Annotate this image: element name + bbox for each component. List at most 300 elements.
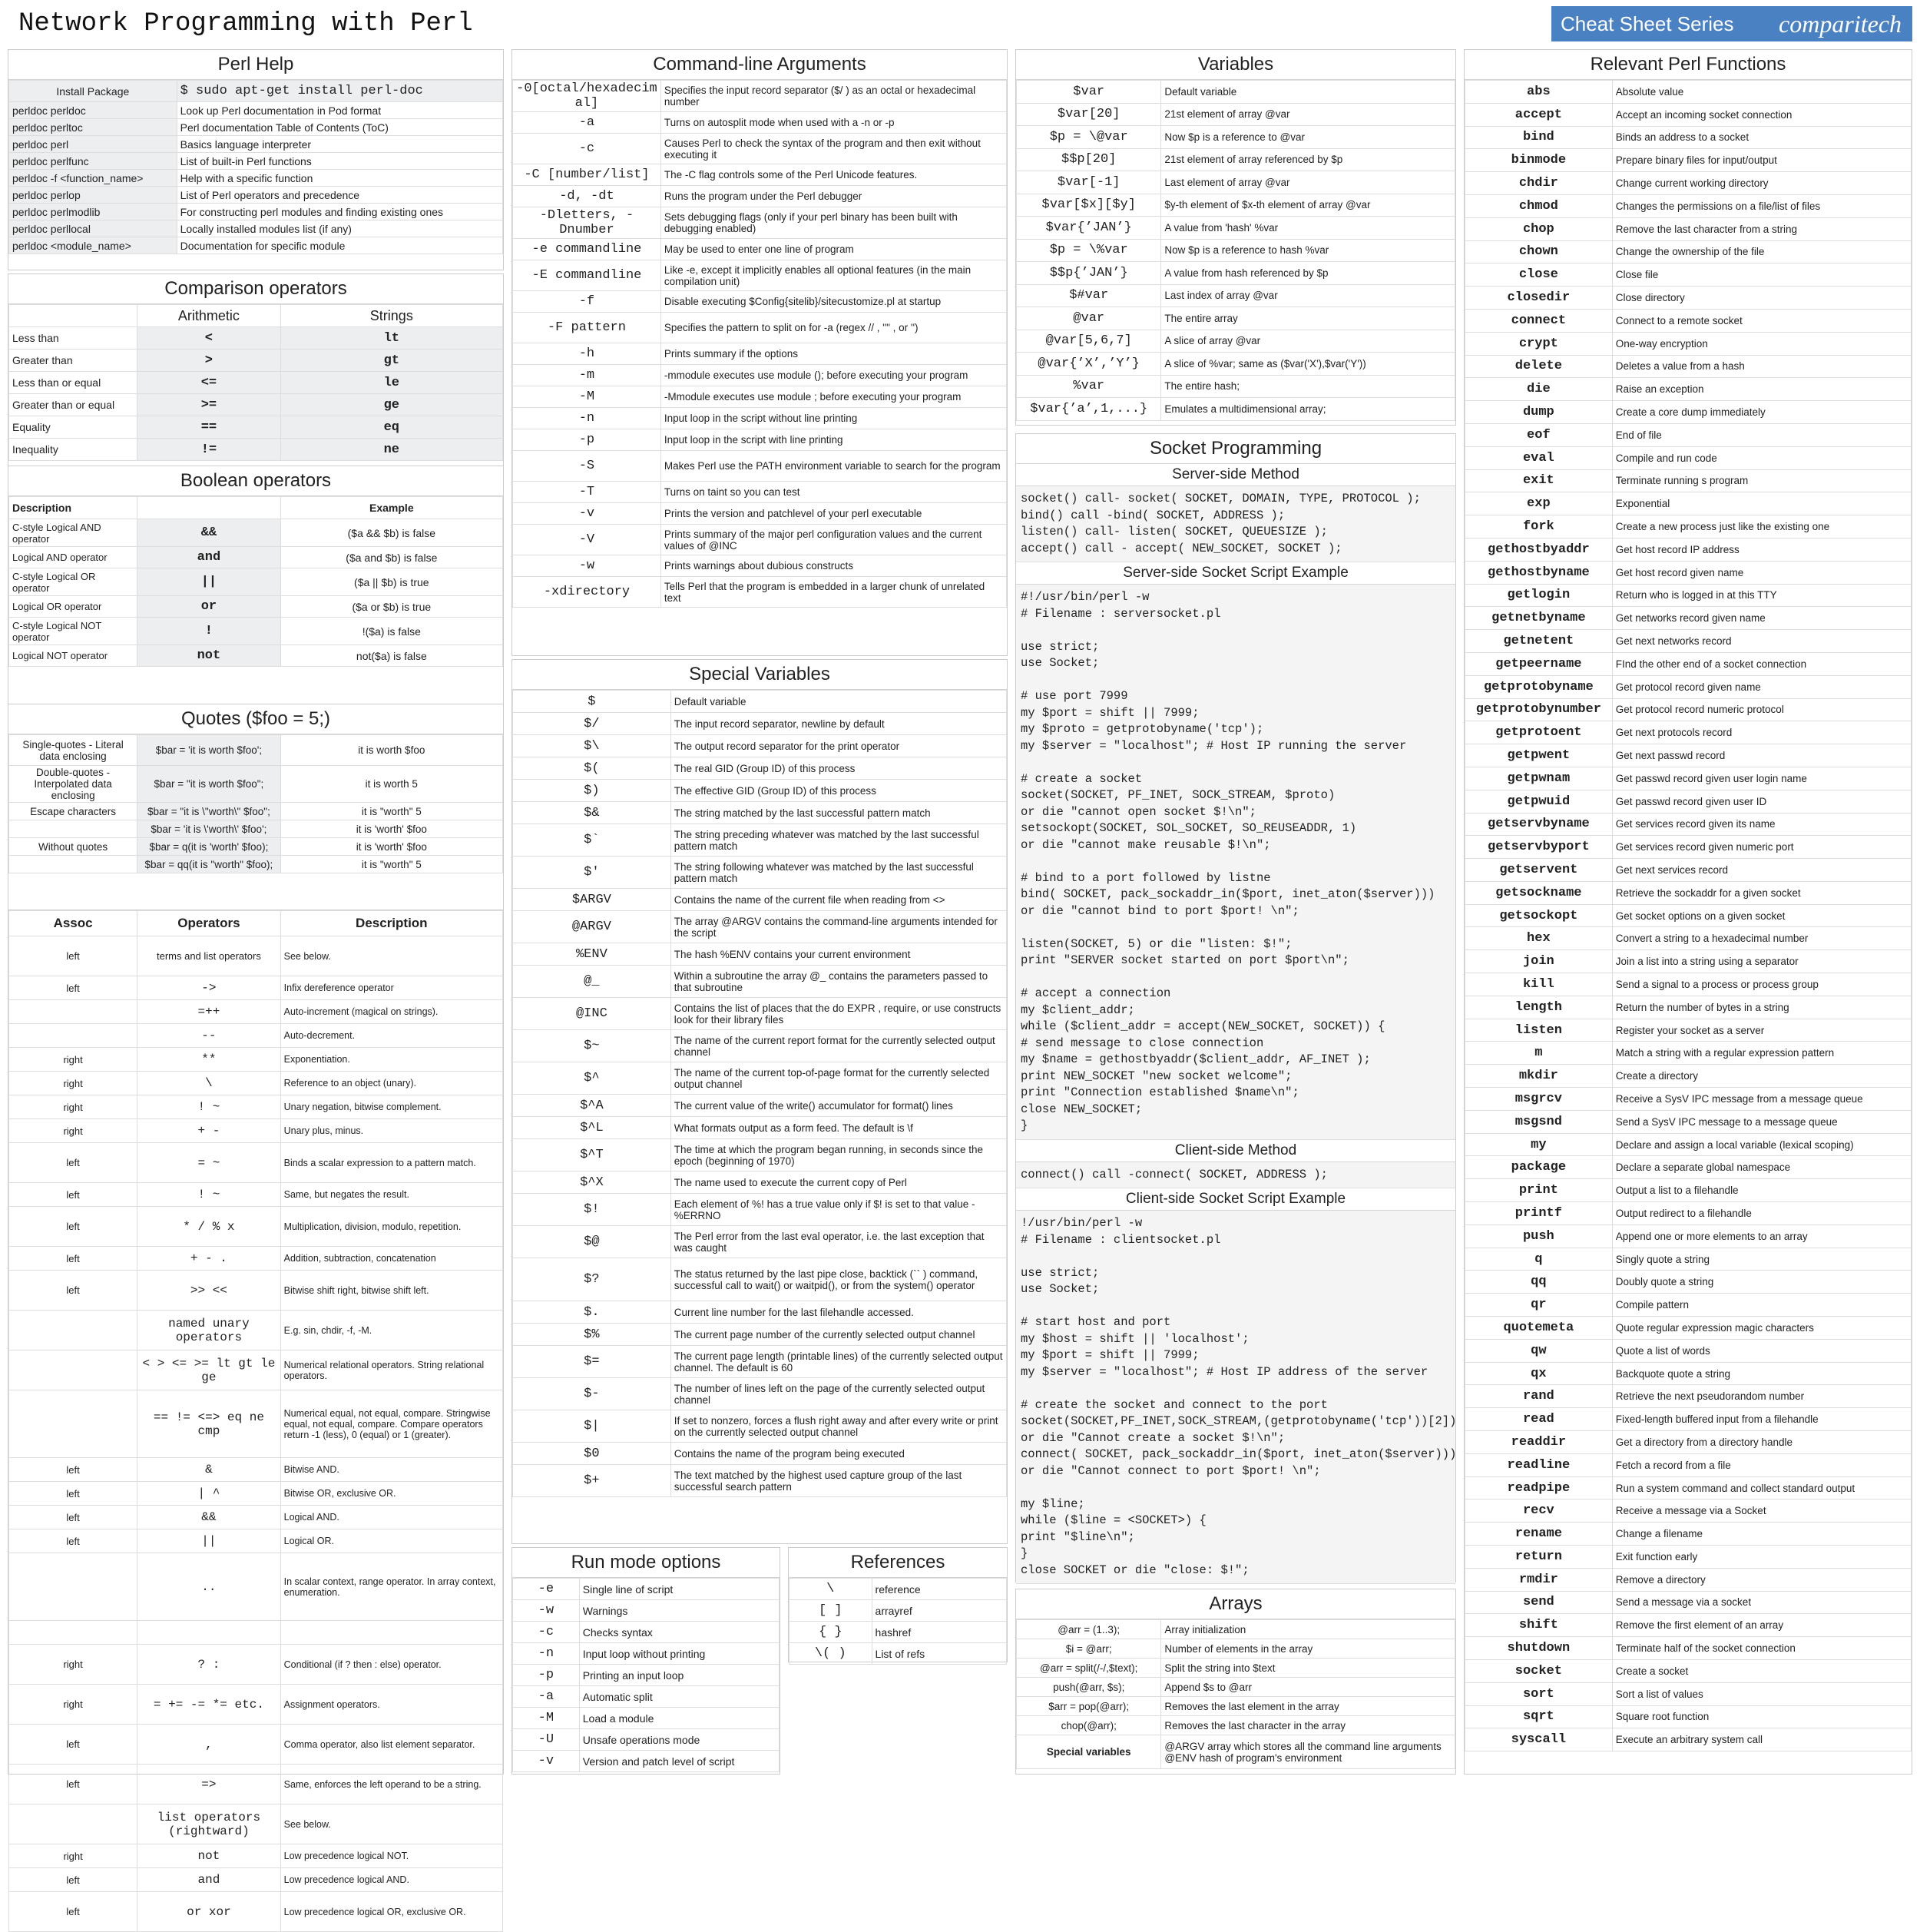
precedence-cell-0: right [9, 1119, 137, 1143]
functions-cell-1: Get next protocols record [1612, 721, 1911, 744]
comparison-cell-0: Greater than or equal [9, 394, 137, 416]
quotes-cell-0: Double-quotes - Interpolated data enclosing [9, 766, 137, 803]
arrays-row [1017, 1620, 1455, 1639]
special-variables-row [513, 1410, 1007, 1443]
functions-row [1465, 561, 1912, 584]
comparison-row [9, 327, 503, 350]
boolean-row [9, 519, 503, 547]
precedence-row [9, 1482, 503, 1506]
variables-cell-0: $var{’a’,1,...} [1017, 398, 1161, 421]
functions-row [1465, 1476, 1912, 1500]
precedence-cell-2: Same, but negates the result. [280, 1183, 502, 1207]
functions-row [1465, 217, 1912, 240]
functions-cell-1: Create a directory [1612, 1065, 1911, 1088]
precedence-row [9, 1868, 503, 1892]
cmdline-cell-1: Tells Perl that the program is embedded in a larger chunk of unrelated text [660, 577, 1006, 608]
boolean-row [9, 618, 503, 645]
variables-cell-1: Default variable [1161, 81, 1455, 104]
cmdline-row [513, 260, 1007, 291]
references-row [790, 1579, 1007, 1600]
functions-row [1465, 240, 1912, 263]
functions-cell-1: Square root function [1612, 1705, 1911, 1728]
functions-cell-1: Fixed-length buffered input from a filehandle [1612, 1408, 1911, 1431]
boolean-cell-1: or [137, 596, 280, 618]
precedence-row [9, 1048, 503, 1072]
cmdline-row [513, 429, 1007, 451]
variables-cell-1: Now $p is a reference to @var [1161, 126, 1455, 149]
cmdline-cell-0: -F pattern [513, 313, 661, 343]
special-variables-cell-0: $^X [513, 1171, 671, 1194]
functions-cell-0: q [1465, 1248, 1613, 1271]
special-variables-row [513, 1171, 1007, 1194]
functions-cell-0: readdir [1465, 1431, 1613, 1454]
runmode-cell-1: Automatic split [579, 1686, 779, 1708]
cmdline-cell-1: Sets debugging flags (only if your perl binary has been built with debugging enabled) [660, 207, 1006, 239]
special-variables-cell-0: $( [513, 757, 671, 780]
cmdline-cell-1: Prints warnings about dubious constructs [660, 555, 1006, 577]
boolean-cell-1: not [137, 645, 280, 667]
variables-cell-1: Emulates a multidimensional array; [1161, 398, 1455, 421]
functions-row [1465, 630, 1912, 653]
functions-cell-1: Change the ownership of the file [1612, 240, 1911, 263]
brand-banner [1551, 6, 1912, 41]
special-variables-cell-1: Each element of %! has a true value only if $! is set to that value - %ERRNO [670, 1194, 1006, 1226]
precedence-row [9, 1804, 503, 1844]
special-variables-cell-1: The current page number of the currently selected output channel [670, 1324, 1006, 1346]
comparison-header-0 [9, 305, 137, 327]
functions-row [1465, 584, 1912, 607]
special-variables-panel [511, 659, 1008, 1544]
functions-row [1465, 1385, 1912, 1408]
precedence-cell-1: | ^ [137, 1482, 280, 1506]
cmdline-cell-0: -T [513, 482, 661, 503]
arrays-cell-0: $arr = pop(@arr); [1017, 1697, 1161, 1716]
special-variables-cell-0: $. [513, 1301, 671, 1324]
variables-cell-1: 21st element of array referenced by $p [1161, 148, 1455, 171]
special-variables-row [513, 1139, 1007, 1171]
functions-cell-0: msgsnd [1465, 1110, 1613, 1133]
quotes-cell-1: $bar = qq(it is "worth" $foo); [137, 856, 280, 873]
comparison-cell-1: != [137, 439, 280, 461]
boolean-cell-2: not($a) is false [280, 645, 502, 667]
comparison-row [9, 350, 503, 372]
precedence-cell-1: + - [137, 1119, 280, 1143]
special-variables-cell-0: $\ [513, 735, 671, 757]
precedence-cell-0: left [9, 1183, 137, 1207]
runmode-row [513, 1600, 780, 1622]
cmdline-cell-1: -mmodule executes use module (); before executing your program [660, 365, 1006, 386]
special-variables-cell-0: $ [513, 691, 671, 713]
perl-help-row [9, 153, 503, 170]
functions-cell-0: gethostbyaddr [1465, 538, 1613, 561]
functions-row [1465, 1224, 1912, 1248]
arrays-cell-0: Special variables [1017, 1735, 1161, 1769]
references-cell-0: \ [790, 1579, 872, 1600]
precedence-header-1: Operators [137, 911, 280, 936]
variables-row [1017, 103, 1455, 126]
variables-row [1017, 239, 1455, 262]
perl-help-cell-1: List of Perl operators and precedence [177, 187, 502, 204]
perl-help-cell-0: perldoc perldoc [9, 102, 177, 119]
quotes-cell-2: it is worth $foo [280, 735, 502, 766]
precedence-header-row [9, 911, 503, 936]
special-variables-cell-0: $? [513, 1258, 671, 1301]
functions-row [1465, 1546, 1912, 1569]
special-variables-cell-0: $^L [513, 1117, 671, 1139]
precedence-cell-0: left [9, 1271, 137, 1311]
perl-help-row [9, 170, 503, 187]
references-title: References [789, 1548, 1007, 1578]
precedence-cell-1: && [137, 1506, 280, 1529]
functions-cell-1: Close file [1612, 263, 1911, 287]
brand-logo: comparitech [1779, 10, 1902, 38]
special-variables-cell-0: $+ [513, 1465, 671, 1497]
comparison-table [8, 304, 503, 461]
precedence-cell-2: E.g. sin, chdir, -f, -M. [280, 1311, 502, 1350]
boolean-table [8, 496, 503, 667]
arrays-row [1017, 1639, 1455, 1659]
functions-cell-1: Get services record given numeric port [1612, 836, 1911, 859]
cmdline-row [513, 482, 1007, 503]
functions-cell-0: getpwnam [1465, 767, 1613, 790]
cmdline-cell-1: Input loop in the script without line printing [660, 408, 1006, 429]
special-variables-cell-1: The name of the current top-of-page format for the currently selected output channel [670, 1062, 1006, 1095]
arrays-cell-1: Removes the last element in the array [1161, 1697, 1455, 1716]
perl-help-cell-1: Locally installed modules list (if any) [177, 220, 502, 237]
precedence-cell-0: left [9, 1892, 137, 1932]
functions-cell-1: Change current working directory [1612, 172, 1911, 195]
special-variables-cell-0: $- [513, 1378, 671, 1410]
runmode-cell-1: Input loop without printing [579, 1643, 779, 1665]
functions-row [1465, 149, 1912, 172]
cmdline-table [512, 80, 1007, 608]
arrays-cell-0: chop(@arr); [1017, 1716, 1161, 1735]
functions-row [1465, 1591, 1912, 1614]
series-label: Cheat Sheet Series [1561, 12, 1734, 35]
runmode-cell-0: -U [513, 1729, 580, 1751]
functions-cell-1: Remove the last character from a string [1612, 217, 1911, 240]
special-variables-cell-0: @INC [513, 998, 671, 1030]
special-variables-cell-1: The number of lines left on the page of the currently selected output channel [670, 1378, 1006, 1410]
boolean-header-row [9, 497, 503, 519]
runmode-cell-1: Unsafe operations mode [579, 1729, 779, 1751]
quotes-cell-1: $bar = 'it is \'worth\' $foo'; [137, 820, 280, 838]
runmode-row [513, 1686, 780, 1708]
quotes-panel [8, 704, 504, 911]
functions-cell-1: Exit function early [1612, 1546, 1911, 1569]
arrays-table [1016, 1619, 1455, 1769]
special-variables-cell-1: The current value of the write() accumulator for format() lines [670, 1095, 1006, 1117]
special-variables-row [513, 1346, 1007, 1378]
cmdline-cell-1: Specifies the pattern to split on for -a (regex // , "" , or '') [660, 313, 1006, 343]
cmdline-row [513, 555, 1007, 577]
variables-row [1017, 171, 1455, 194]
special-variables-cell-0: $ARGV [513, 889, 671, 911]
functions-cell-1: End of file [1612, 423, 1911, 446]
variables-row [1017, 126, 1455, 149]
boolean-cell-2: !($a) is false [280, 618, 502, 645]
variables-row [1017, 398, 1455, 421]
cmdline-cell-0: -p [513, 429, 661, 451]
special-variables-row [513, 691, 1007, 713]
variables-cell-1: Last index of array @var [1161, 284, 1455, 307]
functions-cell-1: Register your socket as a server [1612, 1019, 1911, 1042]
functions-cell-0: accept [1465, 103, 1613, 126]
precedence-cell-0: left [9, 1868, 137, 1892]
boolean-cell-1: ! [137, 618, 280, 645]
runmode-panel [511, 1547, 780, 1775]
precedence-cell-2: See below. [280, 1804, 502, 1844]
arrays-cell-0: @arr = split(/-/,$text); [1017, 1659, 1161, 1678]
special-variables-cell-1: The string following whatever was matched by the last successful pattern match [670, 857, 1006, 889]
quotes-row [9, 856, 503, 873]
quotes-cell-0: Without quotes [9, 838, 137, 856]
quotes-cell-0: Single-quotes - Literal data enclosing [9, 735, 137, 766]
comparison-cell-0: Less than or equal [9, 372, 137, 394]
cmdline-cell-0: -n [513, 408, 661, 429]
special-variables-cell-0: $~ [513, 1030, 671, 1062]
functions-cell-0: gethostbyname [1465, 561, 1613, 584]
functions-cell-0: connect [1465, 309, 1613, 332]
comparison-cell-1: <= [137, 372, 280, 394]
cmdline-cell-0: -h [513, 343, 661, 365]
variables-cell-0: $var[$x][$y] [1017, 194, 1161, 217]
perl-help-cell-1: Documentation for specific module [177, 237, 502, 254]
functions-cell-1: Binds an address to a socket [1612, 126, 1911, 149]
cmdline-row [513, 365, 1007, 386]
functions-row [1465, 263, 1912, 287]
variables-cell-1: The entire array [1161, 307, 1455, 330]
quotes-title: Quotes ($foo = 5;) [8, 704, 503, 734]
special-variables-row [513, 889, 1007, 911]
functions-cell-1: Send a signal to a process or process group [1612, 973, 1911, 996]
functions-panel [1464, 49, 1912, 1775]
cmdline-row [513, 112, 1007, 134]
cmdline-cell-1: Like -e, except it implicitly enables all optional features (in the main compilation unit) [660, 260, 1006, 291]
precedence-cell-1: or xor [137, 1892, 280, 1932]
functions-cell-0: socket [1465, 1659, 1613, 1682]
precedence-cell-2: Unary plus, minus. [280, 1119, 502, 1143]
functions-cell-1: Create a new process just like the existing one [1612, 515, 1911, 539]
cmdline-cell-1: The -C flag controls some of the Perl Unicode features. [660, 164, 1006, 186]
server-method-title: Server-side Method [1016, 464, 1455, 486]
functions-cell-0: getservbyport [1465, 836, 1613, 859]
perl-help-cell-0: Install Package [9, 81, 177, 102]
comparison-cell-2: ge [280, 394, 502, 416]
arrays-panel [1015, 1589, 1456, 1775]
quotes-cell-0: Escape characters [9, 803, 137, 820]
precedence-cell-2: Low precedence logical NOT. [280, 1844, 502, 1868]
references-panel [788, 1547, 1008, 1662]
functions-title: Relevant Perl Functions [1465, 50, 1912, 80]
perl-help-cell-0: perldoc <module_name> [9, 237, 177, 254]
precedence-cell-2: Logical AND. [280, 1506, 502, 1529]
variables-cell-1: $y-th element of $x-th element of array @var [1161, 194, 1455, 217]
arrays-row [1017, 1735, 1455, 1769]
special-variables-row [513, 780, 1007, 802]
perl-help-cell-1: Basics language interpreter [177, 136, 502, 153]
functions-cell-1: Connect to a remote socket [1612, 309, 1911, 332]
cmdline-cell-0: -e commandline [513, 239, 661, 260]
variables-row [1017, 81, 1455, 104]
perl-help-row [9, 204, 503, 220]
precedence-row [9, 1183, 503, 1207]
comparison-cell-2: eq [280, 416, 502, 439]
comparison-cell-0: Greater than [9, 350, 137, 372]
functions-cell-0: push [1465, 1224, 1613, 1248]
functions-cell-0: die [1465, 378, 1613, 401]
functions-cell-1: Send a SysV IPC message to a message queue [1612, 1110, 1911, 1133]
variables-cell-1: Now $p is a reference to hash %var [1161, 239, 1455, 262]
cmdline-cell-1: Specifies the input record separator ($/ ) as an octal or hexadecimal number [660, 81, 1006, 112]
cmdline-cell-1: -Mmodule executes use module ; before executing your program [660, 386, 1006, 408]
boolean-header-2: Example [280, 497, 502, 519]
precedence-cell-1: .. [137, 1553, 280, 1621]
cmdline-cell-1: Turns on autosplit mode when used with a -n or -p [660, 112, 1006, 134]
references-cell-1: hashref [872, 1622, 1006, 1643]
precedence-row [9, 1458, 503, 1482]
precedence-cell-1: not [137, 1844, 280, 1868]
references-cell-0: \( ) [790, 1643, 872, 1665]
perl-help-row [9, 237, 503, 254]
client-method-title: Client-side Method [1016, 1140, 1455, 1162]
special-variables-cell-1: The time at which the program began running, in seconds since the epoch (beginning of 1970) [670, 1139, 1006, 1171]
boolean-cell-2: ($a and $b) is false [280, 547, 502, 568]
functions-cell-1: Get passwd record given user ID [1612, 790, 1911, 813]
functions-cell-0: mkdir [1465, 1065, 1613, 1088]
special-variables-cell-0: @ARGV [513, 911, 671, 943]
functions-cell-0: getsockname [1465, 881, 1613, 904]
precedence-cell-0 [9, 1024, 137, 1048]
precedence-row [9, 1247, 503, 1271]
functions-row [1465, 767, 1912, 790]
precedence-cell-1: = += -= *= etc. [137, 1685, 280, 1725]
special-variables-cell-1: Contains the name of the program being executed [670, 1443, 1006, 1465]
cmdline-cell-1: Input loop in the script with line printing [660, 429, 1006, 451]
boolean-cell-0: C-style Logical NOT operator [9, 618, 137, 645]
special-variables-cell-0: $@ [513, 1226, 671, 1258]
functions-cell-0: length [1465, 996, 1613, 1019]
variables-cell-1: A slice of array @var [1161, 330, 1455, 353]
functions-cell-0: rand [1465, 1385, 1613, 1408]
functions-cell-0: chmod [1465, 194, 1613, 217]
boolean-cell-0: C-style Logical OR operator [9, 568, 137, 596]
functions-cell-1: Terminate half of the socket connection [1612, 1637, 1911, 1660]
special-variables-cell-1: The real GID (Group ID) of this process [670, 757, 1006, 780]
functions-cell-0: recv [1465, 1500, 1613, 1523]
precedence-cell-2 [280, 1621, 502, 1645]
precedence-row [9, 1725, 503, 1765]
functions-row [1465, 1133, 1912, 1156]
precedence-cell-2: Multiplication, division, modulo, repetition. [280, 1207, 502, 1247]
precedence-cell-0: left [9, 1482, 137, 1506]
functions-cell-1: Get next services record [1612, 859, 1911, 882]
precedence-row [9, 1311, 503, 1350]
comparison-header-2: Strings [280, 305, 502, 327]
precedence-row [9, 1892, 503, 1932]
precedence-row [9, 1645, 503, 1685]
cmdline-row [513, 525, 1007, 555]
special-variables-cell-1: The Perl error from the last eval operator, i.e. the last exception that was caught [670, 1226, 1006, 1258]
functions-row [1465, 1339, 1912, 1362]
precedence-cell-1: ! ~ [137, 1095, 280, 1119]
functions-cell-0: getprotobynumber [1465, 698, 1613, 721]
perl-help-cell-0: perldoc -f <function_name> [9, 170, 177, 187]
precedence-cell-1: * / % x [137, 1207, 280, 1247]
functions-row [1465, 675, 1912, 698]
variables-row [1017, 284, 1455, 307]
cmdline-title: Command-line Arguments [512, 50, 1007, 80]
functions-cell-1: Compile and run code [1612, 446, 1911, 469]
perl-help-title: Perl Help [8, 50, 503, 80]
special-variables-cell-1: The array @ARGV contains the command-line arguments intended for the script [670, 911, 1006, 943]
precedence-cell-1: ! ~ [137, 1183, 280, 1207]
special-variables-row [513, 1095, 1007, 1117]
special-variables-row [513, 1194, 1007, 1226]
special-variables-cell-1: Within a subroutine the array @_ contains the parameters passed to that subroutine [670, 966, 1006, 998]
perl-help-cell-1: $ sudo apt-get install perl-doc [177, 81, 502, 102]
functions-cell-0: bind [1465, 126, 1613, 149]
variables-cell-0: $#var [1017, 284, 1161, 307]
cmdline-cell-1: Runs the program under the Perl debugger [660, 186, 1006, 207]
comparison-cell-1: < [137, 327, 280, 350]
comparison-cell-2: ne [280, 439, 502, 461]
functions-cell-0: kill [1465, 973, 1613, 996]
variables-cell-0: @var [1017, 307, 1161, 330]
precedence-cell-1: = ~ [137, 1143, 280, 1183]
functions-cell-0: qx [1465, 1362, 1613, 1385]
runmode-row [513, 1643, 780, 1665]
functions-row [1465, 1637, 1912, 1660]
special-variables-cell-0: $0 [513, 1443, 671, 1465]
cmdline-row [513, 81, 1007, 112]
functions-row [1465, 1568, 1912, 1591]
functions-cell-0: printf [1465, 1202, 1613, 1225]
functions-row [1465, 859, 1912, 882]
functions-row [1465, 1248, 1912, 1271]
runmode-cell-1: Load a module [579, 1708, 779, 1729]
functions-cell-0: my [1465, 1133, 1613, 1156]
functions-cell-1: Exponential [1612, 492, 1911, 515]
arrays-cell-1: @ARGV array which stores all the command line arguments @ENV hash of program's environment [1161, 1735, 1455, 1769]
special-variables-cell-1: The string preceding whatever was matched by the last successful pattern match [670, 824, 1006, 857]
precedence-cell-2: Addition, subtraction, concatenation [280, 1247, 502, 1271]
functions-cell-0: return [1465, 1546, 1613, 1569]
precedence-cell-2: Bitwise OR, exclusive OR. [280, 1482, 502, 1506]
functions-cell-0: getpeername [1465, 652, 1613, 675]
functions-cell-0: delete [1465, 355, 1613, 378]
variables-row [1017, 194, 1455, 217]
functions-row [1465, 1728, 1912, 1751]
functions-cell-0: getlogin [1465, 584, 1613, 607]
functions-cell-0: shift [1465, 1614, 1613, 1637]
precedence-cell-0: left [9, 1765, 137, 1804]
special-variables-cell-0: $= [513, 1346, 671, 1378]
precedence-cell-0: left [9, 1506, 137, 1529]
precedence-cell-0 [9, 1390, 137, 1458]
precedence-cell-2: Same, enforces the left operand to be a string. [280, 1765, 502, 1804]
precedence-cell-0 [9, 1621, 137, 1645]
functions-cell-0: qq [1465, 1271, 1613, 1294]
functions-cell-1: One-way encryption [1612, 332, 1911, 355]
precedence-row [9, 1553, 503, 1621]
functions-cell-1: Join a list into a string using a separator [1612, 950, 1911, 973]
functions-cell-0: print [1465, 1179, 1613, 1202]
special-variables-cell-1: The name used to execute the current copy of Perl [670, 1171, 1006, 1194]
variables-cell-0: @var[5,6,7] [1017, 330, 1161, 353]
precedence-cell-1: < > <= >= lt gt le ge [137, 1350, 280, 1390]
precedence-cell-1: >> << [137, 1271, 280, 1311]
